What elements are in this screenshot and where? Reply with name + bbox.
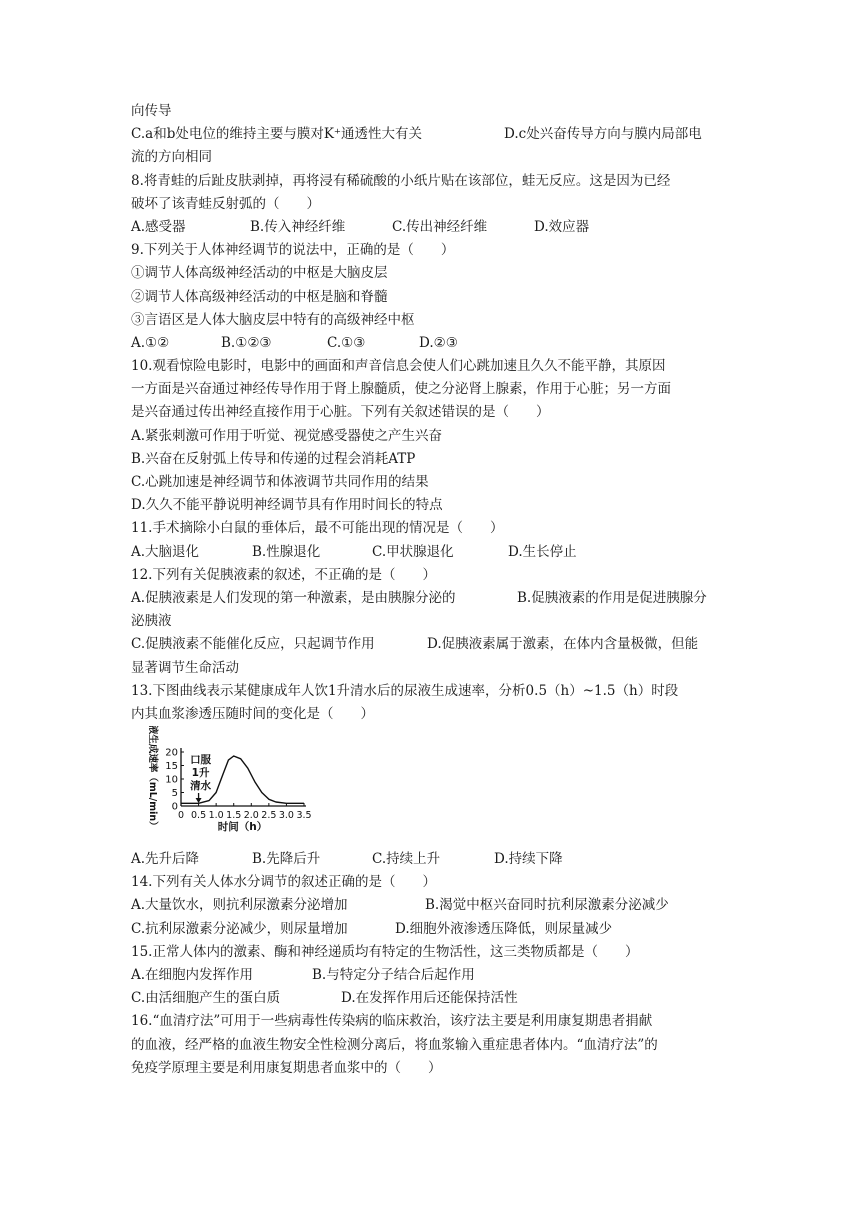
option-d: D.生长停止 [508,543,577,560]
option-row [131,123,731,146]
option-row [131,216,731,239]
text-line: 显著调节生命活动 [131,659,239,676]
option-c: C.促胰液素不能催化反应，只起调节作用 [131,636,375,653]
x-tick-label: 1.0 [208,810,224,822]
annotation-line: 清水 [190,780,212,793]
option-row [131,987,731,1010]
text-line: 内其血浆渗透压随时间的变化是（ ） [131,705,374,722]
option-d: D.在发挥作用后还能保持活性 [341,990,518,1007]
x-axis-label: 时间（h） [217,821,268,834]
option-c: C.传出神经纤维 [392,218,488,235]
option-d: D.细胞外液渗透压降低，则尿量减少 [395,920,613,937]
option-c: C.a和b处电位的维持主要与膜对K⁺通透性大有关 [131,126,423,143]
x-tick-label: 0.5 [191,810,207,822]
y-tick-label: 15 [165,761,178,773]
option-row [131,541,731,564]
text-line: 一方面是兴奋通过神经传导作用于肾上腺髓质，使之分泌肾上腺素，作用于心脏；另一方面 [131,381,671,398]
annotation-line: 1升 [191,767,210,780]
option-c: C.甲状腺退化 [372,543,454,560]
text-line: 的血液，经严格的血液生物安全性检测分离后，将血浆输入重症患者体内。“血清疗法”的 [131,1036,658,1053]
text-line: 向传导 [131,103,172,119]
x-tick-label: 2.5 [261,810,277,822]
text-line: 免疫学原理主要是利用康复期患者血浆中的（ ） [131,1059,442,1076]
option-b: B.传入神经纤维 [250,218,346,235]
x-tick-label: 0 [177,810,185,822]
option-row [131,918,731,941]
question-8: 8.将青蛙的后趾皮肤剥掉，再将浸有稀硫酸的小纸片贴在该部位，蛙无反应。这是因为已经 [131,172,671,189]
text-line: ③言语区是人体大脑皮层中特有的高级神经中枢 [131,311,415,328]
option-c: C.持续上升 [372,851,441,868]
chart-svg [131,726,731,848]
option-a: A.先升后降 [131,851,200,868]
question-11: 11.手术摘除小白鼠的垂体后，最不可能出现的情况是（ ） [131,520,504,537]
option-row [131,848,731,871]
question-12: 12.下列有关促胰液素的叙述，不正确的是（ ） [131,566,436,583]
option-b: B.与特定分子结合后起作用 [312,967,475,983]
option-a: A.在细胞内发挥作用 [131,967,254,983]
text-line: 泌胰液 [131,613,172,630]
option-d: D.促胰液素属于激素，在体内含量极微，但能 [427,636,699,653]
option-a: A.大脑退化 [131,543,200,560]
text-line: 流的方向相同 [131,149,212,166]
question-14: 14.下列有关人体水分调节的叙述正确的是（ ） [131,874,436,891]
question-9: 9.下列关于人体神经调节的说法中，正确的是（ ） [131,242,455,259]
option-a: A.促胰液素是人们发现的第一种激素，是由胰腺分泌的 [131,589,456,606]
option-row [131,633,731,656]
option-d: D.c处兴奋传导方向与膜内局部电 [504,126,702,143]
option-d: D.效应器 [534,218,590,235]
x-tick-label: 3.0 [278,810,294,822]
option-a: A.感受器 [131,218,186,235]
question-13: 13.下图曲线表示某健康成年人饮1升清水后的尿液生成速率，分析0.5（h）~1.5（h）时段 [131,682,679,699]
option-row [131,332,731,355]
urine-rate-chart [131,726,731,848]
document-page [131,100,731,1080]
text-line: ①调节人体高级神经活动的中枢是大脑皮层 [131,265,388,282]
x-tick-label: 2.0 [243,810,259,822]
option-c: C.由活细胞产生的蛋白质 [131,990,281,1007]
text-line: 破坏了该青蛙反射弧的（ ） [131,195,320,212]
option-row [131,964,731,987]
option-c: C.心跳加速是神经调节和体液调节共同作用的结果 [131,474,429,490]
text-line: 是兴奋通过传出神经直接作用于心脏。下列有关叙述错误的是（ ） [131,404,550,421]
question-15: 15.正常人体内的激素、酶和神经递质均有特定的生物活性，这三类物质都是（ ） [131,943,639,960]
question-16: 16.“血清疗法”可用于一些病毒性传染病的临床救治，该疗法主要是利用康复期患者捐献 [131,1013,653,1030]
option-a: A.紧张刺激可作用于听觉、视觉感受器使之产生兴奋 [131,427,443,444]
y-tick-label: 0 [171,801,178,813]
option-b: B.①②③ [221,334,272,351]
option-b: B.促胰液素的作用是促进胰腺分 [517,589,707,606]
option-b: B.先降后升 [252,851,321,868]
option-b: B.兴奋在反射弧上传导和传递的过程会消耗ATP [131,450,416,467]
option-a: A.①② [131,334,170,351]
option-row [131,587,731,610]
option-c: C.①③ [327,334,366,351]
y-tick-label: 5 [171,788,178,800]
y-axis-label: 尿液生成速率（mL/min） [147,726,158,831]
x-tick-label: 3.5 [296,810,312,822]
question-10: 10.观看惊险电影时，电影中的画面和声音信息会使人们心跳加速且久久不能平静，其原因 [131,358,666,375]
option-row [131,894,731,917]
option-a: A.大量饮水，则抗利尿激素分泌增加 [131,897,348,914]
option-b: B.渴觉中枢兴奋同时抗利尿激素分泌减少 [425,897,669,914]
x-tick-label: 1.5 [226,810,242,822]
option-d: D.久久不能平静说明神经调节具有作用时间长的特点 [131,497,443,514]
option-b: B.性腺退化 [252,543,321,560]
option-c: C.抗利尿激素分泌减少，则尿量增加 [131,920,348,937]
option-d: D.②③ [419,334,458,351]
text-line: ②调节人体高级神经活动的中枢是脑和脊髓 [131,288,388,305]
y-tick-label: 20 [165,747,178,759]
annotation-line: 口服 [190,754,212,767]
option-d: D.持续下降 [494,851,563,868]
y-tick-label: 10 [165,774,178,786]
